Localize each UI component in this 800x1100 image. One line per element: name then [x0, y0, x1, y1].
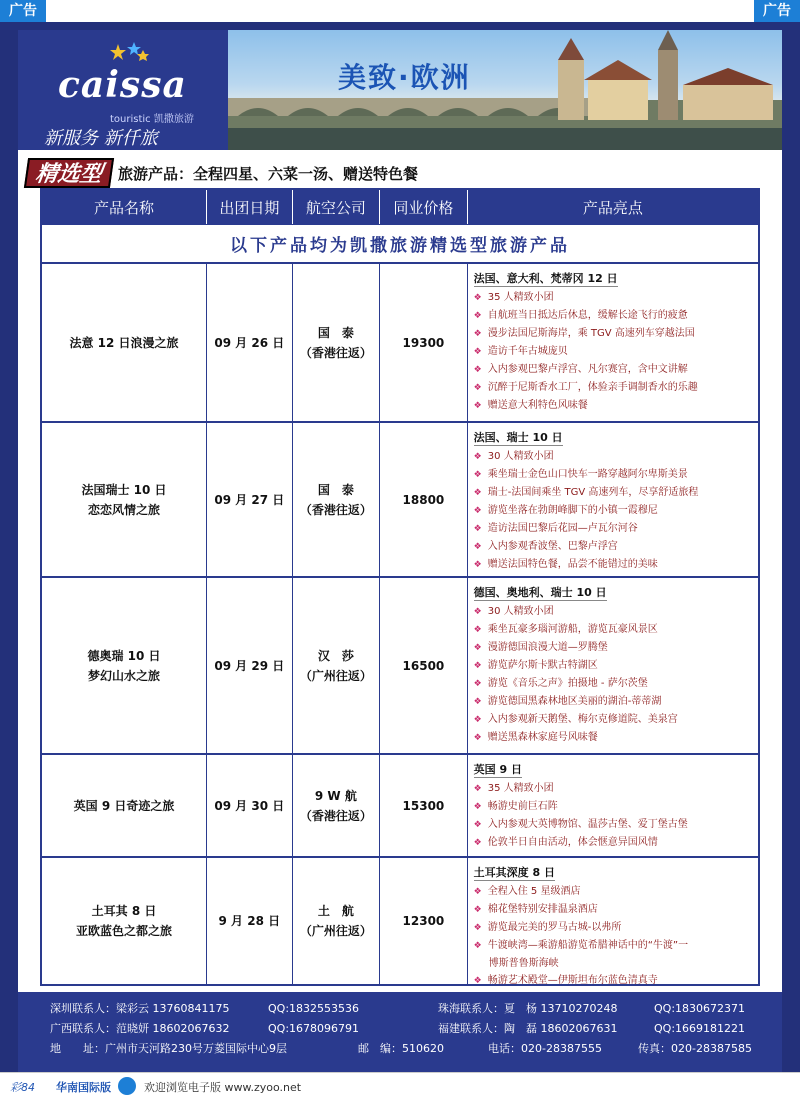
- feature-text: 35 人精致小团: [487, 292, 554, 303]
- departure-date: 09 月 26 日: [207, 264, 293, 421]
- product-name: [42, 578, 207, 753]
- diamond-bullet-icon: ❖: [473, 905, 482, 915]
- diamond-bullet-icon: ❖: [473, 329, 482, 339]
- header-product-name: 产品名称: [42, 190, 207, 224]
- price: 18800: [380, 423, 468, 576]
- route-title: 土耳其深度 8 日: [473, 866, 555, 879]
- feature-text: 赠送意大利特色风味餐: [487, 400, 588, 411]
- highlights: [468, 264, 758, 421]
- zyoo-logo-icon: [118, 1077, 136, 1095]
- price: 19300: [380, 264, 468, 421]
- welcome-link[interactable]: 欢迎浏览电子版 www.zyoo.net: [144, 1081, 302, 1094]
- page-number: 彩84: [10, 1081, 35, 1094]
- list-item: [474, 621, 752, 639]
- address: 地 址：广州市天河路230号万菱国际中心9层: [50, 1042, 287, 1055]
- diamond-bullet-icon: ❖: [473, 941, 482, 951]
- list-item: [474, 693, 752, 711]
- feature-text: 游览德国黑森林地区美丽的湖泊-蒂蒂湖: [487, 696, 662, 707]
- contact-row: [18, 1000, 782, 1018]
- address-row: [18, 1040, 782, 1058]
- product-table: [40, 188, 760, 986]
- product-name-line1: 德奥瑞 10 日: [87, 648, 161, 663]
- diamond-bullet-icon: ❖: [473, 470, 482, 480]
- content-panel: [18, 150, 782, 992]
- feature-text: 自航班当日抵达后休息，缓解长途飞行的疲惫: [487, 310, 688, 321]
- brand-logo: caissa: [58, 64, 187, 106]
- fax: 传真：020-28387585: [638, 1042, 752, 1055]
- banner-row: 以下产品均为凯撒旅游精选型旅游产品: [42, 224, 758, 264]
- diamond-bullet-icon: ❖: [473, 784, 482, 794]
- contact-fujian: 福建联系人：陶 磊 18602067631: [438, 1022, 618, 1035]
- diamond-bullet-icon: ❖: [473, 976, 482, 986]
- product-name-line1: 法意 12 日浪漫之旅: [69, 335, 179, 350]
- airline: [293, 423, 381, 576]
- diamond-bullet-icon: ❖: [473, 293, 482, 303]
- list-item: [474, 711, 752, 729]
- product-name-line2: 亚欧蓝色之都之旅: [76, 924, 173, 938]
- airline: [293, 858, 381, 984]
- feature-text: 35 人精致小团: [487, 783, 554, 794]
- qq-zhuhai: QQ:1830672371: [654, 1002, 746, 1015]
- header-price: 同业价格: [380, 190, 468, 224]
- airline-name: 国 泰: [317, 482, 354, 497]
- diamond-bullet-icon: ❖: [473, 347, 482, 357]
- list-item: [474, 289, 752, 307]
- list-item: [474, 780, 752, 798]
- table-header-row: [42, 190, 758, 224]
- list-item: [474, 325, 752, 343]
- bridge-town-illustration: [228, 30, 782, 150]
- feature-text: 博斯普鲁斯海峡: [488, 958, 559, 969]
- contact-shenzhen: 深圳联系人：梁彩云 13760841175: [50, 1002, 230, 1015]
- list-item: [474, 556, 752, 574]
- table-row: [42, 858, 758, 984]
- diamond-bullet-icon: ❖: [473, 643, 482, 653]
- postcode: 邮 编：510620: [358, 1042, 444, 1055]
- diamond-bullet-icon: ❖: [473, 401, 482, 411]
- list-item: [474, 538, 752, 556]
- product-name: [42, 755, 207, 856]
- airline-route: （广州往返）: [299, 924, 372, 938]
- sub-heading-text: 旅游产品：全程四星、六菜一汤、赠送特色餐: [118, 164, 419, 183]
- list-item: [474, 729, 752, 747]
- list-item: [474, 798, 752, 816]
- product-name-line2: 梦幻山水之旅: [88, 668, 161, 683]
- diamond-bullet-icon: ❖: [473, 625, 482, 635]
- diamond-bullet-icon: ❖: [473, 560, 482, 570]
- list-item: [474, 466, 752, 484]
- brand-subtitle: touristic 凯撒旅游: [110, 114, 194, 125]
- diamond-bullet-icon: ❖: [473, 506, 482, 516]
- contact-footer: [18, 992, 782, 1072]
- header-highlights: 产品亮点: [582, 198, 643, 217]
- diamond-bullet-icon: ❖: [473, 365, 482, 375]
- contact-guangxi: 广西联系人：范晓妍 18602067632: [50, 1022, 230, 1035]
- product-name-line2: 恋恋风情之旅: [88, 502, 161, 517]
- highlights: [468, 423, 758, 576]
- table-row: [42, 578, 758, 755]
- feature-text: 30 人精致小团: [487, 606, 554, 617]
- sub-heading: [26, 158, 418, 188]
- feature-text: 棉花堡特别安排温泉酒店: [487, 904, 598, 915]
- list-item: [474, 937, 752, 955]
- highlights: [468, 755, 758, 856]
- list-item: [474, 307, 752, 325]
- frame-top: [18, 22, 782, 30]
- list-item: [474, 834, 752, 852]
- phone: 电话：020-28387555: [488, 1042, 602, 1055]
- ad-label-left: 广告: [0, 0, 46, 22]
- departure-date: 09 月 30 日: [207, 755, 293, 856]
- logo-area: [18, 30, 228, 150]
- product-name-line1: 英国 9 日奇迹之旅: [73, 798, 175, 813]
- feature-text: 沉醉于尼斯香水工厂，体验亲手调制香水的乐趣: [487, 382, 698, 393]
- ad-label-right: 广告: [754, 0, 800, 22]
- header-date: 出团日期: [207, 190, 293, 224]
- list-item: [474, 502, 752, 520]
- feature-text: 入内参观大英博物馆、温莎古堡、爱丁堡古堡: [487, 819, 688, 830]
- feature-text: 入内参观新天鹅堡、梅尔克修道院、美泉宫: [487, 714, 678, 725]
- qq-shenzhen: QQ:1832553536: [268, 1002, 360, 1015]
- route-title: 法国、意大利、梵蒂冈 12 日: [473, 272, 618, 285]
- jingxuan-badge: 精选型: [24, 158, 114, 188]
- bottom-bar: [0, 1072, 800, 1100]
- list-item: [474, 343, 752, 361]
- feature-text: 漫步法国尼斯海岸，乘 TGV 高速列车穿越法国: [487, 328, 695, 339]
- route-title: 英国 9 日: [473, 763, 522, 776]
- diamond-bullet-icon: ❖: [473, 887, 482, 897]
- header-airline: 航空公司: [293, 190, 381, 224]
- list-item: [474, 397, 752, 415]
- price: 16500: [380, 578, 468, 753]
- feature-text: 乘坐瓦豪多瑙河游船，游览瓦豪风景区: [487, 624, 658, 635]
- diamond-bullet-icon: ❖: [473, 715, 482, 725]
- route-title: 法国、瑞士 10 日: [473, 431, 563, 444]
- slogan: 新服务 新仟旅: [44, 128, 158, 149]
- airline-route: （香港往返）: [299, 808, 372, 823]
- airline-name: 土 航: [317, 904, 354, 918]
- airline: [293, 755, 381, 856]
- diamond-bullet-icon: ❖: [473, 820, 482, 830]
- highlights: [468, 578, 758, 753]
- price: 15300: [380, 755, 468, 856]
- list-item: [474, 657, 752, 675]
- table-row: [42, 264, 758, 423]
- airline-route: （香港往返）: [299, 345, 372, 360]
- list-item: [474, 675, 752, 693]
- diamond-bullet-icon: ❖: [473, 802, 482, 812]
- airline-name: 9 W 航: [314, 788, 357, 803]
- airline: [293, 578, 381, 753]
- diamond-bullet-icon: ❖: [473, 697, 482, 707]
- stars-logo-icon: [110, 42, 150, 66]
- feature-text: 畅游艺术殿堂—伊斯坦布尔蓝色清真寺: [487, 975, 658, 986]
- frame-right: [782, 22, 800, 1072]
- header-photo: [228, 30, 782, 150]
- qq-fujian: QQ:1669181221: [654, 1022, 746, 1035]
- feature-text: 牛渡峡湾—乘游船游览希腊神话中的“牛渡”一: [487, 940, 689, 951]
- feature-text: 30 人精致小团: [487, 451, 554, 462]
- feature-text: 漫游德国浪漫大道—罗腾堡: [487, 642, 608, 653]
- product-name: [42, 264, 207, 421]
- product-name: [42, 423, 207, 576]
- feature-text: 全程入住 5 星级酒店: [487, 886, 581, 897]
- feature-text: 赠送法国特色餐，品尝不能错过的美味: [487, 559, 658, 570]
- feature-text: 入内参观巴黎卢浮宫、凡尔赛宫，含中文讲解: [487, 364, 688, 375]
- diamond-bullet-icon: ❖: [473, 488, 482, 498]
- route-title: 德国、奥地利、瑞士 10 日: [473, 586, 607, 599]
- diamond-bullet-icon: ❖: [473, 383, 482, 393]
- diamond-bullet-icon: ❖: [473, 542, 482, 552]
- feature-text: 乘坐瑞士金色山口快车一路穿越阿尔卑斯美景: [487, 469, 688, 480]
- product-name-line1: 法国瑞士 10 日: [81, 482, 167, 497]
- table-row: [42, 423, 758, 578]
- table-row: [42, 755, 758, 858]
- diamond-bullet-icon: ❖: [473, 733, 482, 743]
- list-item: [474, 520, 752, 538]
- diamond-bullet-icon: ❖: [473, 524, 482, 534]
- feature-text: 畅游史前巨石阵: [487, 801, 558, 812]
- airline-route: （广州往返）: [299, 668, 372, 683]
- feature-text: 瑞士-法国间乘坐 TGV 高速列车，尽享舒适旅程: [487, 487, 699, 498]
- list-item: [474, 603, 752, 621]
- list-item: [474, 361, 752, 379]
- list-item: [474, 901, 752, 919]
- airline-name: 国 泰: [317, 325, 354, 340]
- diamond-bullet-icon: ❖: [473, 311, 482, 321]
- contact-zhuhai: 珠海联系人：夏 杨 13710270248: [438, 1002, 618, 1015]
- airline-route: （香港往返）: [299, 502, 372, 517]
- list-item: [474, 883, 752, 901]
- frame-left: [0, 22, 18, 1072]
- highlights: [468, 858, 758, 984]
- product-name: [42, 858, 207, 984]
- list-item: [474, 955, 752, 972]
- airline-name: 汉 莎: [317, 648, 354, 663]
- departure-date: 9 月 28 日: [207, 858, 293, 984]
- feature-text: 游览坐落在勃朗峰脚下的小镇一霞穆尼: [487, 505, 658, 516]
- diamond-bullet-icon: ❖: [473, 452, 482, 462]
- airline: [293, 264, 381, 421]
- departure-date: 09 月 27 日: [207, 423, 293, 576]
- feature-text: 伦敦半日自由活动，体会惬意异国风情: [487, 837, 658, 848]
- list-item: [474, 639, 752, 657]
- product-name-line1: 土耳其 8 日: [91, 904, 157, 918]
- price: 12300: [380, 858, 468, 984]
- diamond-bullet-icon: ❖: [473, 679, 482, 689]
- diamond-bullet-icon: ❖: [473, 923, 482, 933]
- feature-text: 造访千年古城庞贝: [487, 346, 568, 357]
- diamond-bullet-icon: ❖: [473, 607, 482, 617]
- feature-text: 造访法国巴黎后花园—卢瓦尔河谷: [487, 523, 638, 534]
- feature-text: 游览最完美的罗马古城-以弗所: [487, 922, 622, 933]
- edition-label: 华南国际版: [56, 1081, 111, 1094]
- contact-row: [18, 1020, 782, 1038]
- list-item: [474, 919, 752, 937]
- list-item: [474, 972, 752, 990]
- feature-text: 游览《音乐之声》拍摄地 - 萨尔茨堡: [487, 678, 648, 689]
- diamond-bullet-icon: ❖: [473, 838, 482, 848]
- list-item: [474, 448, 752, 466]
- feature-text: 入内参观香波堡、巴黎卢浮宫: [487, 541, 618, 552]
- feature-text: 赠送黑森林家庭号风味餐: [487, 732, 598, 743]
- page-title: 美致·欧洲: [338, 61, 471, 94]
- departure-date: 09 月 29 日: [207, 578, 293, 753]
- list-item: [474, 379, 752, 397]
- diamond-bullet-icon: ❖: [473, 661, 482, 671]
- header: [18, 30, 782, 150]
- list-item: [474, 484, 752, 502]
- feature-text: 游览萨尔斯卡默古特湖区: [487, 660, 598, 671]
- list-item: [474, 816, 752, 834]
- qq-guangxi: QQ:1678096791: [268, 1022, 360, 1035]
